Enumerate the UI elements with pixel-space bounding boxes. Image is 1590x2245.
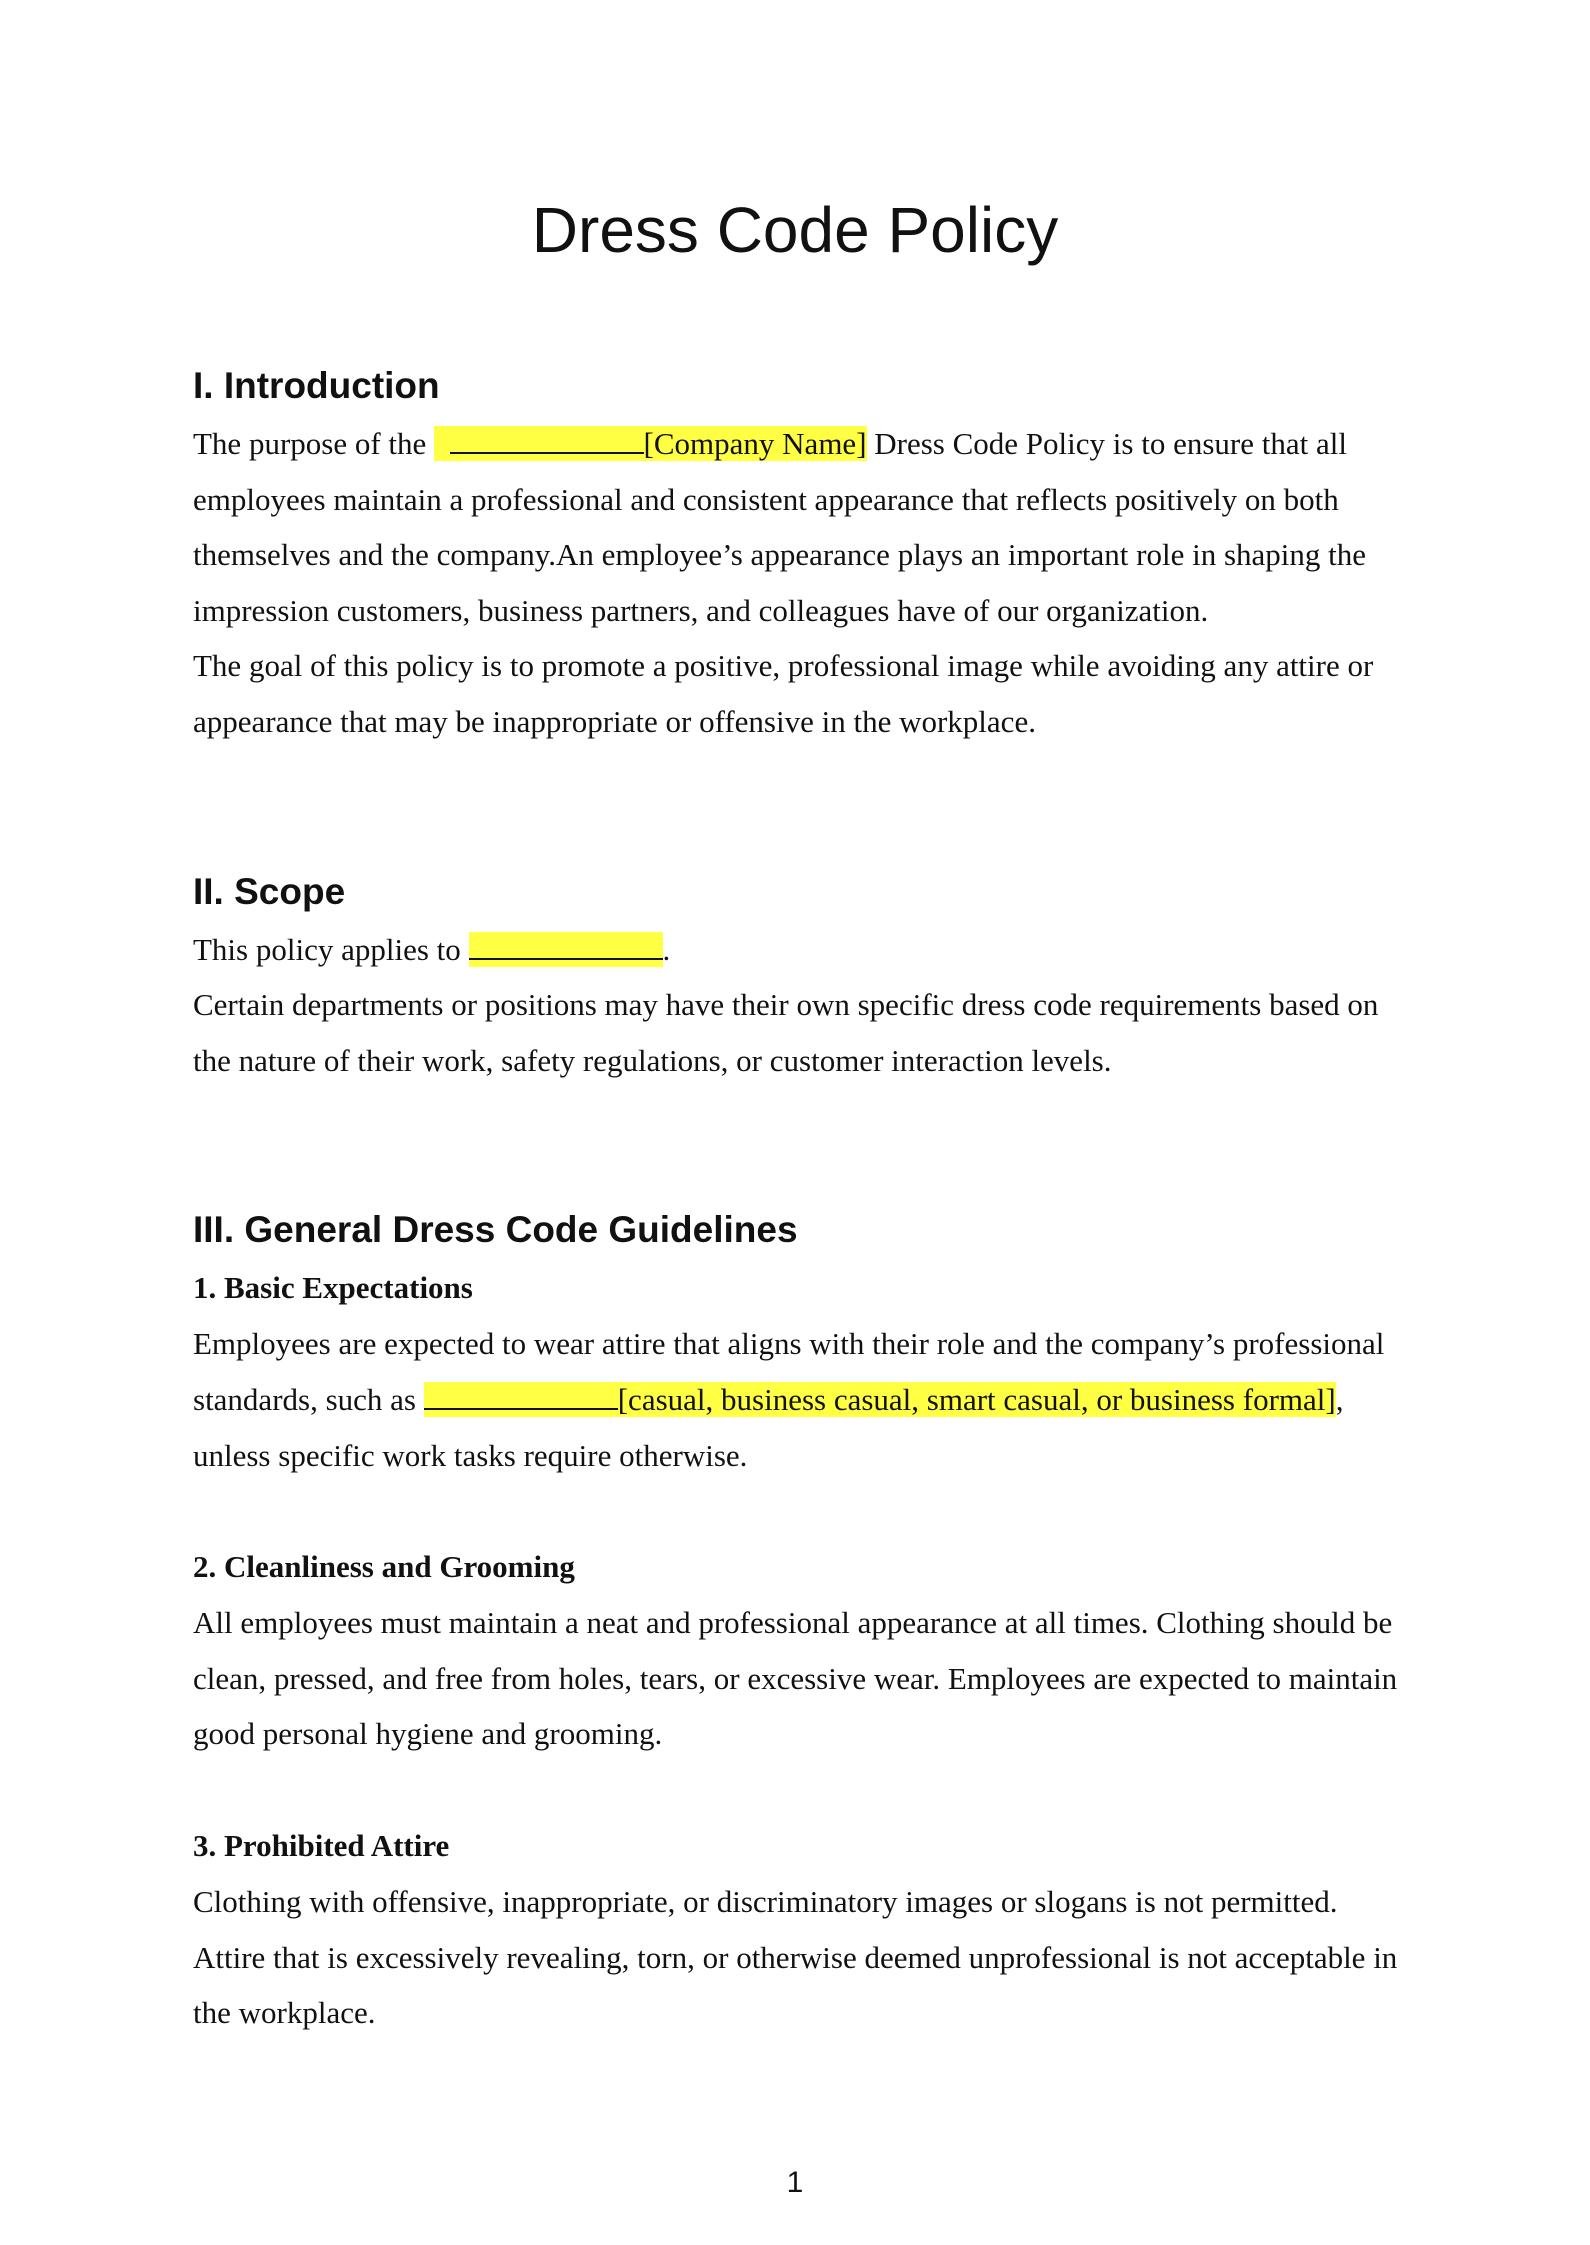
section-heading: I. Introduction <box>193 365 440 406</box>
page-number: 1 <box>786 2166 804 2199</box>
section-scope <box>193 862 1423 1089</box>
introduction-text-after: Dress Code Policy is to ensure that all employees maintain a professional and consistent appearance that reflects positively on both themselves and the company.An employee’s appearance plays an important role in shaping the impression customers, business partners, and colleagues have of our organization. <box>193 426 1367 628</box>
company-name-label: [Company Name] <box>643 426 867 461</box>
basic-expectations-paragraph <box>193 1316 1423 1483</box>
dress-level-label: [casual, business casual, smart casual, or business formal] <box>617 1381 1336 1417</box>
introduction-text-before: The purpose of the <box>193 426 435 461</box>
section-spacer <box>193 1088 1423 1200</box>
basic-text-after: , unless specific work tasks require otherwise. <box>193 1381 1344 1473</box>
section-guidelines <box>193 1200 1423 2040</box>
blank-line <box>469 932 663 960</box>
section-heading: III. General Dress Code Guidelines <box>193 1209 798 1251</box>
cleanliness-paragraph: All employees must maintain a neat and professional appearance at all times. Clothing should be clean, pressed, and free from holes, tears, or excessive wear. Employees are expected to maintain good personal hygiene and grooming. <box>193 1605 1398 1752</box>
basic-text-before: Employees are expected to wear attire that aligns with their role and the company’s professional standards, such as <box>193 1326 1385 1417</box>
scope-departments-paragraph: Certain departments or positions may have their own specific dress code requirements based on the nature of their work, safety regulations, or customer interaction levels. <box>193 987 1379 1078</box>
introduction-paragraph <box>193 416 1423 638</box>
blank-line <box>424 1382 618 1410</box>
document-title: Dress Code Policy <box>531 194 1059 266</box>
scope-text-before: This policy applies to <box>193 931 469 967</box>
dress-level-placeholder[interactable] <box>424 1382 1336 1417</box>
prohibited-paragraph-line2: Attire that is excessively revealing, torn, or otherwise deemed unprofessional is not acceptable in the workplace. <box>193 1939 1398 2031</box>
introduction-goal-paragraph: The goal of this policy is to promote a positive, professional image while avoiding any attire or appearance that may be inappropriate or offensive in the workplace. <box>193 648 1374 739</box>
section-heading: II. Scope <box>193 870 346 912</box>
scope-placeholder[interactable] <box>469 932 663 967</box>
blank-line <box>450 426 644 454</box>
subsection-spacer <box>193 1483 1423 1539</box>
document-body <box>193 356 1423 2041</box>
scope-paragraph <box>193 922 1423 978</box>
subsection-heading: 2. Cleanliness and Grooming <box>193 1549 575 1585</box>
prohibited-paragraph-line1: Clothing with offensive, inappropriate, or discriminatory images or slogans is not permitted. <box>193 1883 1338 1919</box>
subsection-heading: 3. Prohibited Attire <box>193 1827 450 1863</box>
subsection-heading: 1. Basic Expectations <box>193 1270 473 1306</box>
scope-text-after: . <box>662 931 671 967</box>
company-name-placeholder[interactable] <box>434 426 866 461</box>
section-introduction <box>193 356 1423 750</box>
section-spacer <box>193 750 1423 862</box>
subsection-spacer <box>193 1762 1423 1818</box>
